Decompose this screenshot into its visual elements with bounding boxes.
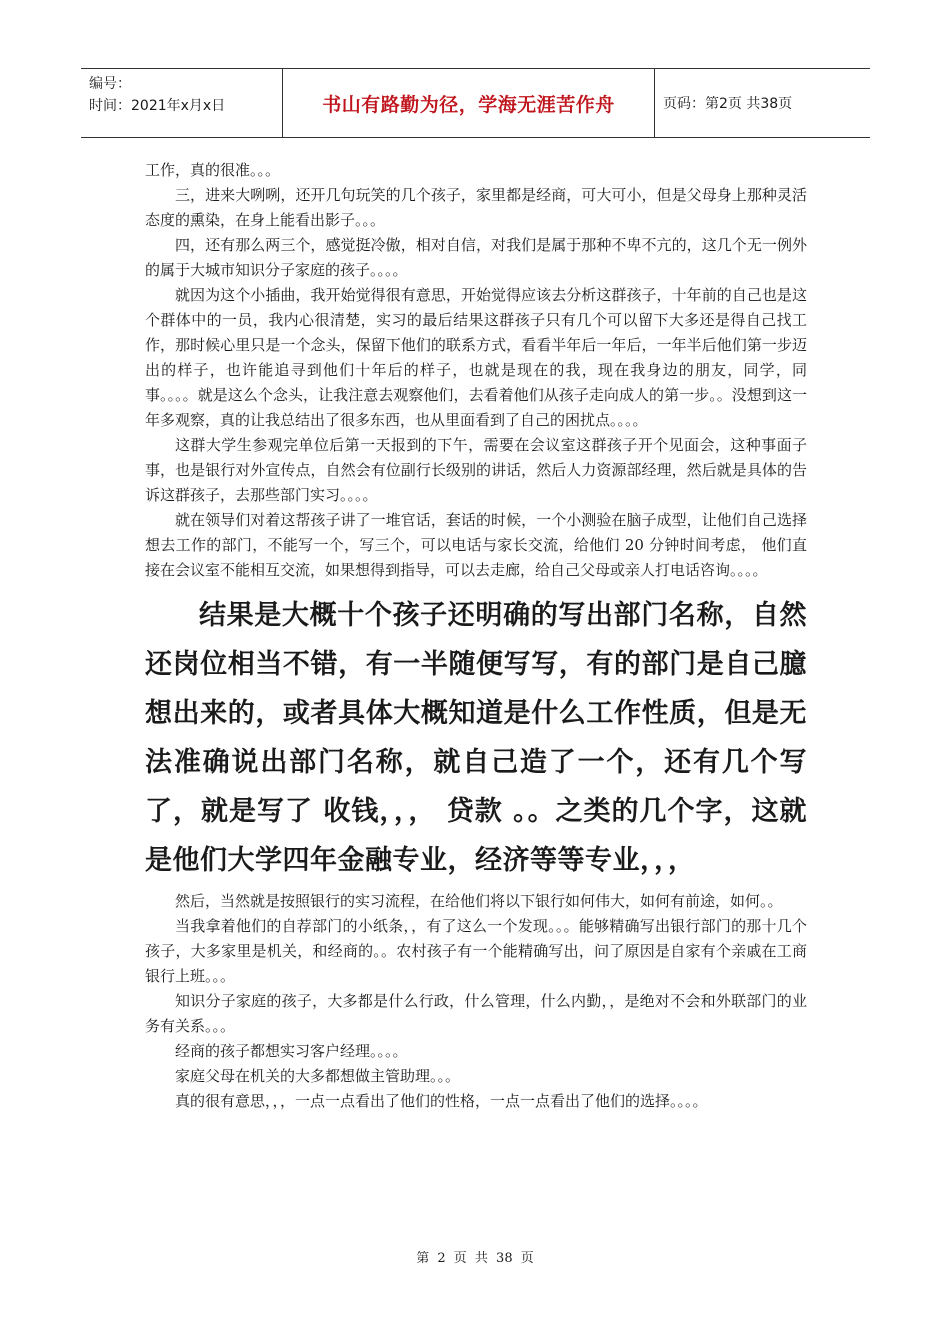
paragraph: 四，还有那么两三个，感觉挺冷傲，相对自信，对我们是属于那种不卑不亢的，这几个无一例外的属于大城市知识分子家庭的孩子。。。。 [145,236,807,279]
document-body [145,158,807,1114]
paragraph: 然后，当然就是按照银行的实习流程，在给他们将以下银行如何伟大，如何有前途，如何。。 [175,892,783,910]
header-motto: 书山有路勤为径，学海无涯苦作舟 [283,69,655,137]
header-time-label: 时间：2021年x月x日 [89,98,226,114]
page-header [81,68,870,138]
paragraph: 工作，真的很准。。。 [145,161,281,179]
header-meta [81,69,283,137]
paragraph: 这群大学生参观完单位后第一天报到的下午，需要在会议室这群孩子开个见面会，这种事面子事，也是银行对外宣传点，自然会有位副行长级别的讲话，然后人力资源部经理，然后就是具体的告诉这群孩子，去那些部门实习。。。。 [145,436,807,504]
paragraph: 知识分子家庭的孩子，大多都是什么行政，什么管理，什么内勤，，是绝对不会和外联部门的业务有关系。。。 [145,992,807,1035]
paragraph: 三，进来大咧咧，还开几句玩笑的几个孩子，家里都是经商，可大可小，但是父母身上那种灵活态度的熏染，在身上能看出影子。。。 [145,186,807,229]
paragraph: 真的很有意思，，，一点一点看出了他们的性格，一点一点看出了他们的选择。。。。 [175,1092,708,1110]
paragraph: 就因为这个小插曲，我开始觉得很有意思，开始觉得应该去分析这群孩子，十年前的自己也是这个群体中的一员，我内心很清楚，实习的最后结果这群孩子只有几个可以留下大多还是得自己找工作，那时候心里只是一个念头，保留下他们的联系方式，看看半年后一年后，一年半后他们第一步迈出的样子，也许能追寻到他们十年后的样子，也就是现在的我，现在我身边的朋友，同学，同事。。。。就是这么个念头，让我注意去观察他们，去看着他们从孩子走向成人的第一步。。没想到这一年多观察，真的让我总结出了很多东西，也从里面看到了自己的困扰点。。。。 [145,286,807,429]
emphasized-paragraph: 结果是大概十个孩子还明确的写出部门名称，自然还岗位相当不错，有一半随便写写，有的部门是自己臆想出来的，或者具体大概知道是什么工作性质，但是无法准确说出部门名称，就自己造了一个，还有几个写了，就是写了 收钱，，， 贷款 。。之类的几个字，这就是他们大学四年金融专业，经济等等专业，，， [145,600,807,876]
header-page-info: 页码：第2页 共38页 [663,96,793,112]
paragraph: 家庭父母在机关的大多都想做主管助理。。。 [175,1067,461,1085]
paragraph: 当我拿着他们的自荐部门的小纸条，，有了这么一个发现。。。能够精确写出银行部门的那十几个孩子，大多家里是机关，和经商的。。农村孩子有一个能精确写出，问了原因是自家有个亲戚在工商银行上班。。。 [145,917,807,985]
page-footer: 第 2 页 共 38 页 [416,1251,534,1266]
paragraph: 经商的孩子都想实习客户经理。。。。 [175,1042,408,1060]
paragraph: 就在领导们对着这帮孩子讲了一堆官话，套话的时候，一个小测验在脑子成型，让他们自己选择想去工作的部门，不能写一个，写三个，可以电话与家长交流，给他们 20 分钟时间考虑， 他们直接在会议室不能相互交流，如果想得到指导，可以去走廊，给自己父母或亲人打电话咨询。。。。 [145,511,807,579]
header-number-label: 编号： [89,76,131,92]
